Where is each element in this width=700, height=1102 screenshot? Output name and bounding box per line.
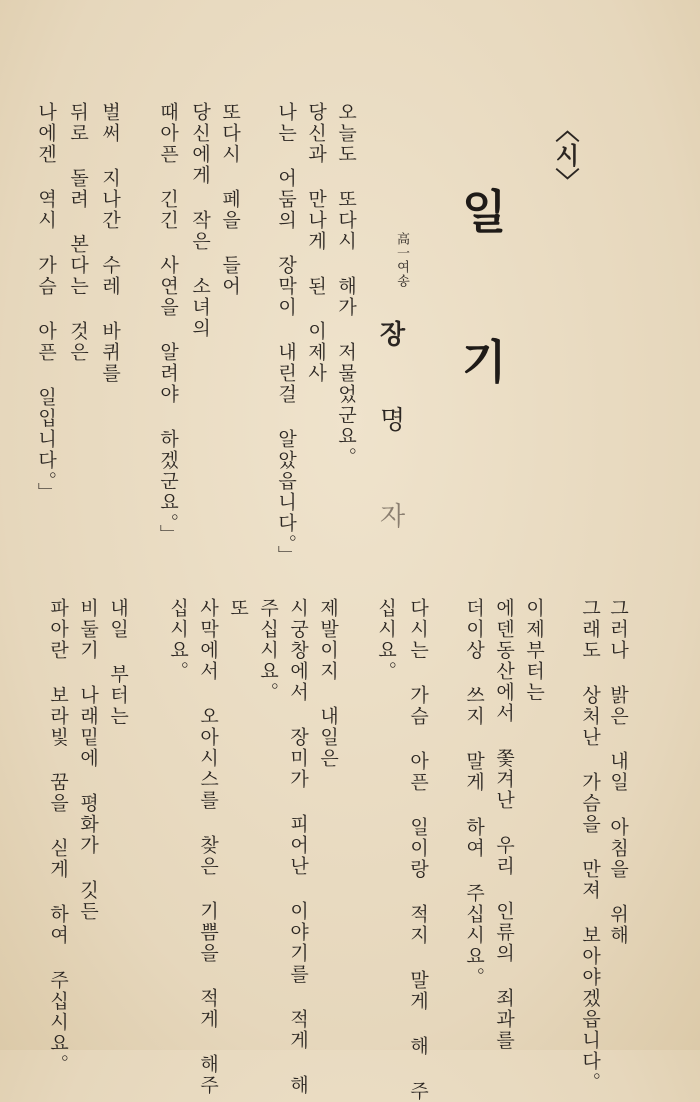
poem-line: 나는 어둠의 장막이 내린걸 알았읍니다。」 (275, 102, 297, 567)
poem-line: 때아픈 긴긴 사연을 알려야 하겠군요。」 (157, 102, 179, 546)
poem-line: 그래도 상처난 가슴을 만져 보아야겠읍니다。 (579, 598, 601, 1093)
poem-line: 십시요。 (167, 598, 189, 682)
poem-line: 사막에서 오아시스를 찾은 기쁨을 적게 해주 (197, 598, 219, 1096)
poem-line: 제발이지 내일은 (317, 598, 339, 769)
author-name-char-3: 자 (380, 502, 406, 532)
poem-line: 시궁창에서 장미가 피어난 이야기를 적게 해 (287, 598, 309, 1096)
poem-line: 나에겐 역시 가슴 아픈 일입니다。」 (35, 102, 57, 504)
poem-line: 이제부터는 (523, 598, 545, 703)
author-school: 高一여송 (394, 232, 409, 288)
poem-line: 에덴동산에서 쫓겨난 우리 인류의 죄과를 (493, 598, 515, 1051)
title-char-1: 일 (462, 185, 507, 239)
poem-line: 뒤로 돌려 본다는 것은 (67, 102, 89, 363)
poem-line: 벌써 지나간 수레 바퀴를 (99, 102, 121, 384)
author-name-char-1: 장 (380, 320, 406, 350)
poem-line: 또 (227, 598, 249, 619)
poem-line: 오늘도 또다시 해가 저물었군요。 (335, 102, 357, 468)
poem-line: 주십시요。 (257, 598, 279, 703)
title-char-2: 기 (462, 335, 507, 389)
poem-line: 다시는 가슴 아픈 일이랑 적지 말게 해 주 (407, 598, 429, 1102)
poem-line: 또다시 페을 들어 (219, 102, 241, 297)
poem-line: 십시요。 (375, 598, 397, 682)
poem-line: 비둘기 나래밑에 평화가 깃든 (77, 598, 99, 922)
poem-line: 당신과 만나게 된 이제사 (305, 102, 327, 384)
genre-label: 〈시〉 (551, 118, 579, 193)
poem-line: 더이상 쓰지 말게 하여 주십시요。 (463, 598, 485, 988)
poem-line: 파아란 보라빛 꿈을 싣게 하여 주십시요。 (47, 598, 69, 1075)
poem-line: 그러나 밝은 내일 아침을 위해 (607, 598, 629, 946)
poem-line: 당신에게 작은 소녀의 (189, 102, 211, 339)
poem-line: 내일 부터는 (107, 598, 129, 727)
author-name-char-2: 명 (380, 406, 406, 436)
